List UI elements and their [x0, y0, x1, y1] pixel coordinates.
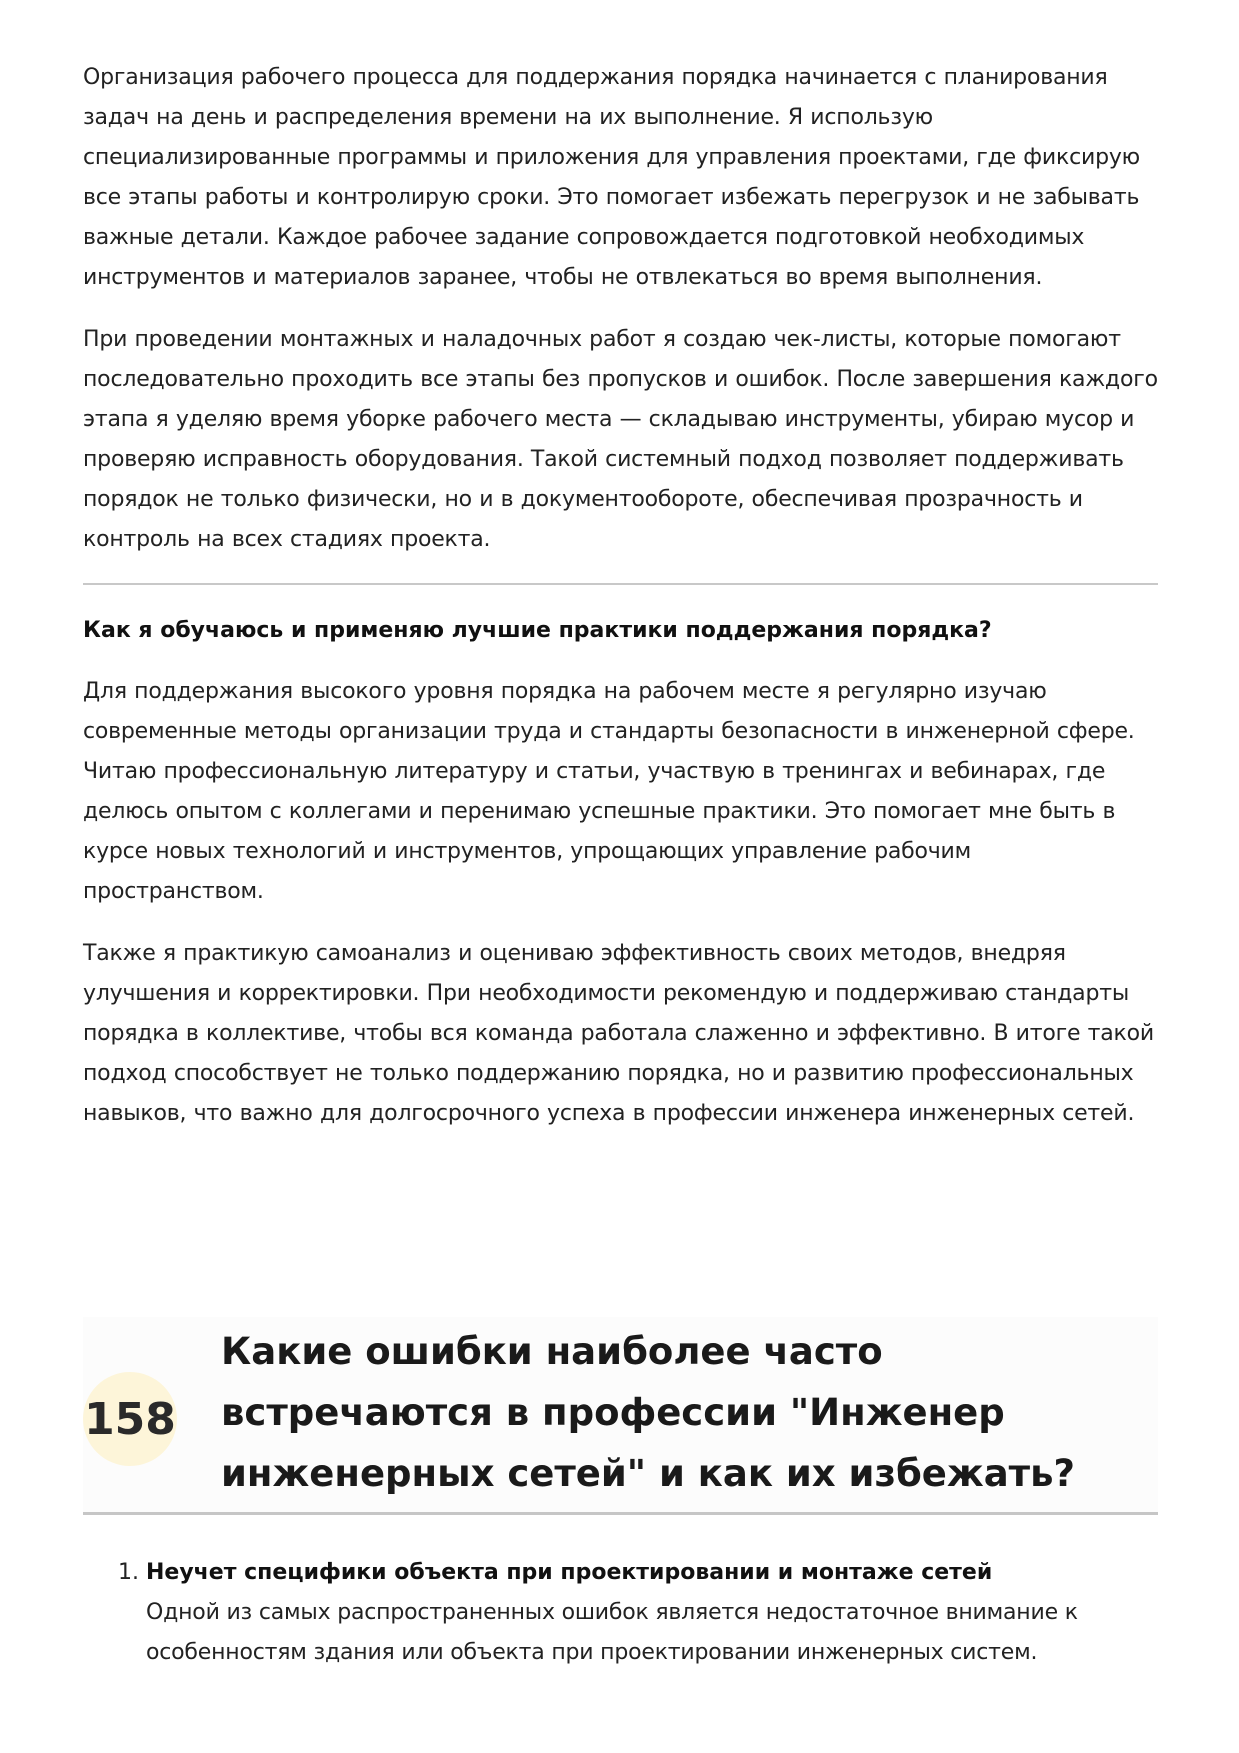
list-item-title: Неучет специфики объекта при проектировании и монтаже сетей — [146, 1560, 993, 1585]
paragraph-work-organization: Организация рабочего процесса для поддержания порядка начинается с планирования задач на день и распределения времени на их выполнение. Я использую специализированные программы и приложения для управления проектами, где фиксирую все этапы работы и контролирую сроки. Это помогает избежать перегрузок и не забывать важные детали. Каждое рабочее задание сопровождается подготовкой необходимых инструментов и материалов заранее, чтобы не отвлекаться во время выполнения. — [83, 65, 1140, 290]
list-item-number: 1. — [118, 1560, 139, 1585]
article-body — [83, 58, 1158, 1134]
list-item-text: Одной из самых распространенных ошибок является недостаточное внимание к особенностям здания или объекта при проектировании инженерных систем. — [146, 1600, 1078, 1665]
paragraph-self-analysis: Также я практикую самоанализ и оцениваю эффективность своих методов, внедряя улучшения и корректировки. При необходимости рекомендую и поддерживаю стандарты порядка в коллективе, чтобы вся команда работала слаженно и эффективно. В итоге такой подход способствует не только поддержанию порядка, но и развитию профессиональных навыков, что важно для долгосрочного успеха в профессии инженера инженерных сетей. — [83, 941, 1154, 1126]
question-number-badge: 158 — [83, 1372, 177, 1466]
section-heading: Как я обучаюсь и применяю лучшие практики поддержания порядка? — [83, 618, 992, 643]
question-header — [83, 1317, 1158, 1515]
question-title: Какие ошибки наиболее часто встречаются в профессии "Инженер инженерных сетей" и как их избежать? — [221, 1330, 1075, 1495]
answer-list — [83, 1553, 1158, 1673]
paragraph-checklists: При проведении монтажных и наладочных работ я создаю чек-листы, которые помогают последовательно проходить все этапы без пропусков и ошибок. После завершения каждого этапа я уделяю время уборке рабочего места — складываю инструменты, убираю мусор и проверяю исправность оборудования. Такой системный подход позволяет поддерживать порядок не только физически, но и в документообороте, обеспечивая прозрачность и контроль на всех стадиях проекта. — [83, 327, 1158, 552]
section-divider — [83, 583, 1158, 585]
list-item — [83, 1553, 1158, 1673]
paragraph-learning: Для поддержания высокого уровня порядка на рабочем месте я регулярно изучаю современные методы организации труда и стандарты безопасности в инженерной сфере. Читаю профессиональную литературу и статьи, участвую в тренингах и вебинарах, где делюсь опытом с коллегами и перенимаю успешные практики. Это помогает мне быть в курсе новых технологий и инструментов, упрощающих управление рабочим пространством. — [83, 679, 1135, 904]
